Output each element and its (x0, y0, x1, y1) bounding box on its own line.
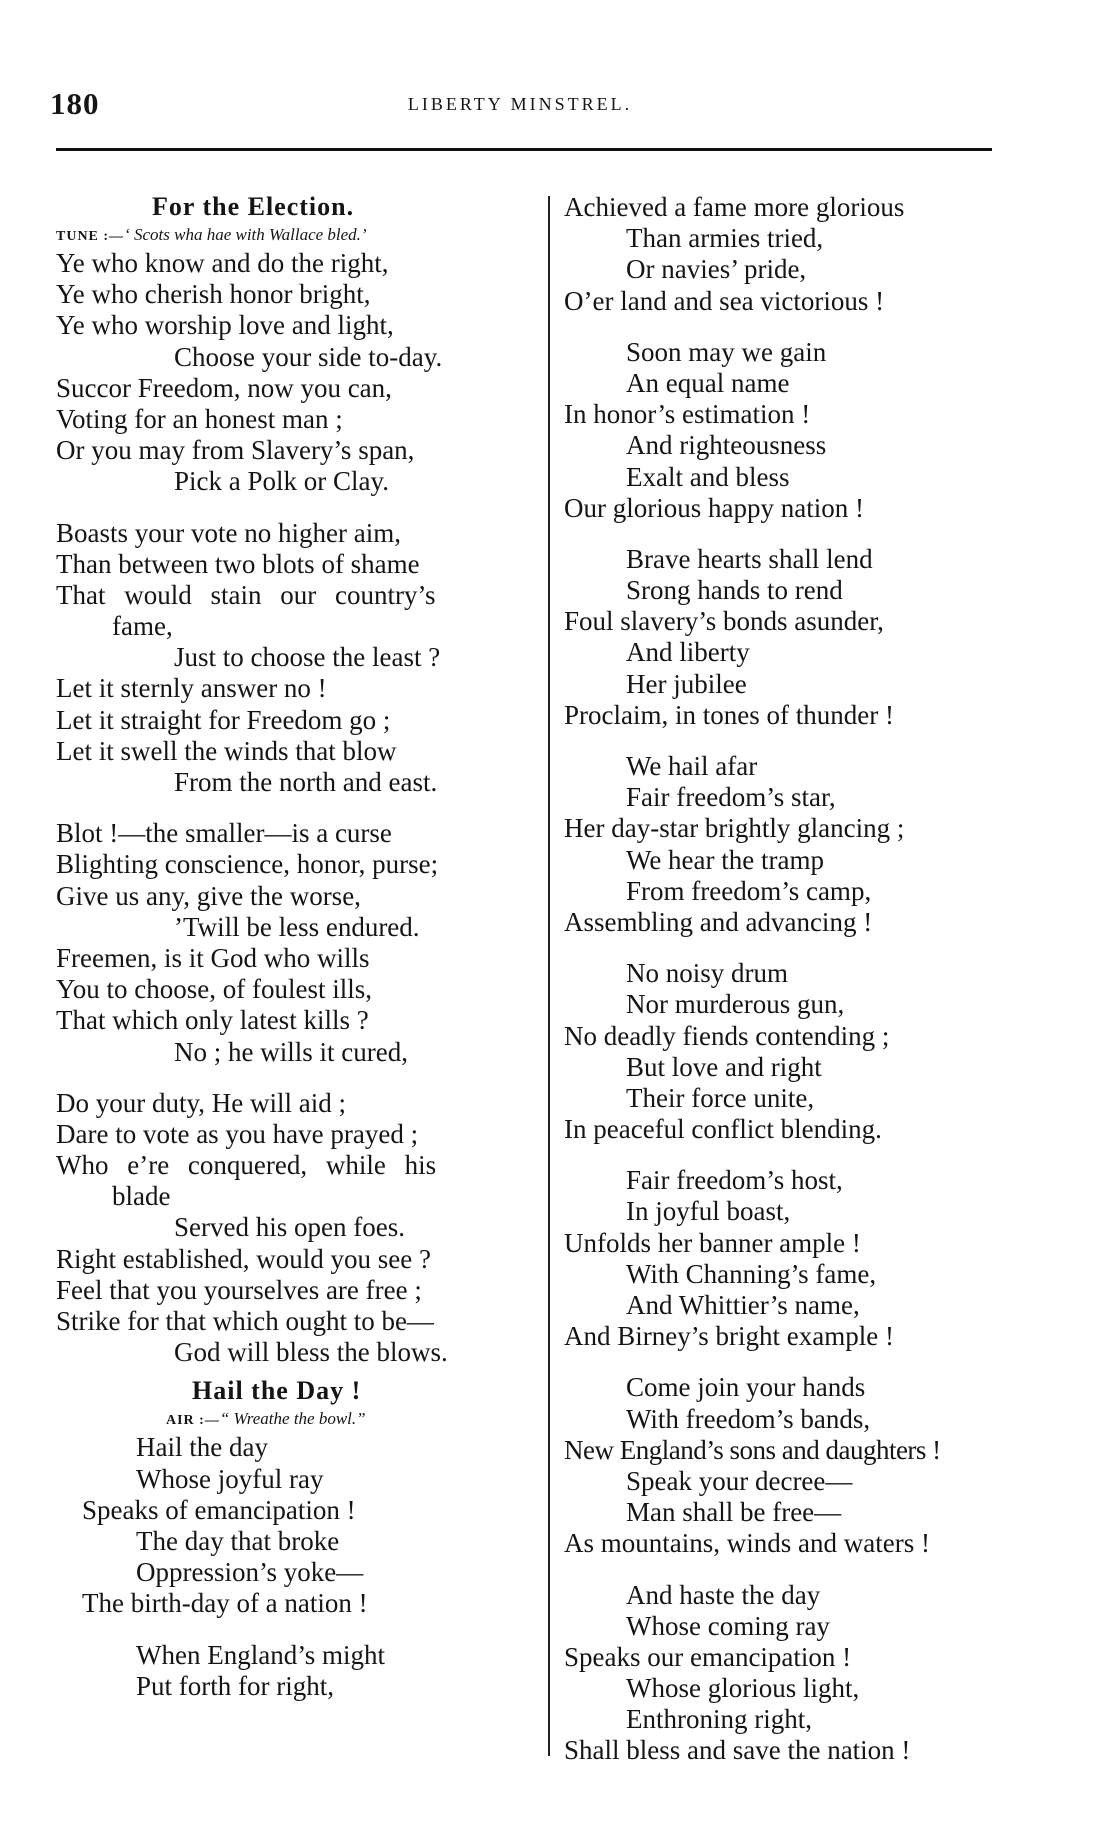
verse-line: No deadly fiends contending ; (564, 1020, 890, 1051)
verse-line: But love and right (626, 1051, 822, 1082)
verse-line: Than between two blots of shame (56, 548, 420, 579)
verse-line: With freedom’s bands, (626, 1403, 871, 1434)
header-rule (56, 148, 992, 151)
verse-line: Her jubilee (626, 668, 747, 699)
verse-line: And Birney’s bright example ! (564, 1321, 894, 1352)
verse-line: Oppression’s yoke— (136, 1557, 364, 1588)
verse-line: Proclaim, in tones of thunder ! (564, 699, 894, 730)
verse-line: Who e’re conquered, while his (56, 1150, 437, 1181)
verse-line: We hear the tramp (626, 844, 824, 875)
verse-line: Achieved a fame more glorious (564, 192, 905, 222)
tune-label: TUNE :— (56, 229, 125, 244)
verse-line: We hail afar (626, 751, 758, 781)
verse-line: You to choose, of foulest ills, (56, 974, 373, 1005)
running-title: LIBERTY MINSTREL. (407, 94, 633, 114)
verse-line: Foul slavery’s bonds asunder, (564, 606, 884, 637)
verse-line: Or you may from Slavery’s span, (56, 435, 415, 466)
verse-line: Speaks of emancipation ! (82, 1494, 356, 1525)
verse-line: In honor’s estimation ! (564, 399, 811, 430)
verse-line: Assembling and advancing ! (564, 906, 873, 937)
verse-line: Speak your decree— (626, 1465, 853, 1496)
verse-line: Voting for an honest man ; (56, 403, 343, 434)
verse-line: Ye who cherish honor bright, (56, 279, 371, 310)
verse-line: Fair freedom’s host, (626, 1165, 843, 1196)
verse-line: Do your duty, He will aid ; (56, 1087, 346, 1118)
verse-line: Served his open foes. (174, 1212, 405, 1243)
verse-line: Blighting conscience, honor, purse; (56, 849, 439, 880)
air-line (56, 1406, 556, 1432)
verse-line: Freemen, is it God who wills (56, 942, 370, 973)
poem-title-election: For the Election. (152, 192, 355, 221)
verse-line: Blot !—the smaller—is a curse (56, 818, 392, 849)
verse-line: Put forth for right, (136, 1670, 334, 1701)
verse-line: Or navies’ pride, (626, 254, 807, 285)
verse-line: O’er land and sea victorious ! (564, 285, 885, 316)
verse-line: Choose your side to-day. (174, 341, 443, 372)
verse-line: And haste the day (626, 1579, 821, 1610)
verse-line: Man shall be free— (626, 1497, 842, 1528)
verse-line: Give us any, give the worse, (56, 880, 361, 911)
verse-line: Fair freedom’s star, (626, 782, 836, 813)
verse-line: Strike for that which ought to be— (56, 1306, 434, 1336)
verse-line: Nor murderous gun, (626, 989, 845, 1020)
verse-line: Whose joyful ray (136, 1463, 324, 1494)
verse-line: The day that broke (136, 1525, 340, 1556)
verse-line: Brave hearts shall lend (626, 543, 873, 574)
page-number: 180 (50, 86, 100, 121)
verse-line: The birth-day of a nation ! (82, 1588, 368, 1619)
air-text: “ Wreathe the bowl.” (219, 1409, 366, 1429)
verse-line: Dare to vote as you have prayed ; (56, 1118, 419, 1149)
verse-line: Unfolds her banner ample ! (564, 1227, 861, 1258)
verse-line: fame, (112, 611, 173, 642)
verse-line: Come join your hands (626, 1372, 866, 1403)
verse-line: Feel that you yourselves are free ; (56, 1274, 422, 1305)
poem-title-hail: Hail the Day ! (192, 1376, 362, 1406)
verse-line: Than armies tried, (626, 223, 824, 254)
verse-line: Shall bless and save the nation ! (564, 1735, 911, 1766)
verse-line: That would stain our country’s (56, 579, 436, 610)
page-header (50, 86, 990, 126)
verse-line: Whose glorious light, (626, 1673, 860, 1704)
verse-line: From freedom’s camp, (626, 875, 872, 906)
verse-line: As mountains, winds and waters ! (564, 1528, 930, 1559)
verse-line: Ye who know and do the right, (56, 248, 389, 278)
verse-line: blade (112, 1181, 171, 1212)
verse-line: Srong hands to rend (626, 575, 843, 606)
tune-text: ‘ Scots wha hae with Wallace bled.’ (124, 225, 367, 244)
verse-line: Hail the day (136, 1432, 268, 1463)
verse-line: Pick a Polk or Clay. (174, 466, 389, 497)
verse-line: Just to choose the least ? (174, 642, 441, 673)
verse-line: And righteousness (626, 430, 827, 461)
verse-line: From the north and east. (174, 767, 438, 797)
verse-line: And liberty (626, 637, 750, 668)
verse-line: No ; he wills it cured, (174, 1036, 408, 1067)
verse-line: Our glorious happy nation ! (564, 492, 864, 523)
right-column (564, 192, 1064, 1767)
verse-line: Her day-star brightly glancing ; (564, 813, 905, 844)
verse-line: Let it sternly answer no ! (56, 673, 327, 704)
verse-line: Enthroning right, (626, 1704, 812, 1735)
left-column (56, 192, 556, 1702)
verse-line: With Channing’s fame, (626, 1258, 877, 1289)
verse-line: Their force unite, (626, 1082, 815, 1113)
verse-line: An equal name (626, 367, 790, 398)
verse-line: In peaceful conflict blending. (564, 1114, 882, 1145)
verse-line: Right established, would you see ? (56, 1243, 431, 1274)
verse-line: Succor Freedom, now you can, (56, 372, 392, 403)
verse-line: Let it straight for Freedom go ; (56, 704, 391, 735)
verse-line: Exalt and bless (626, 461, 790, 492)
air-label: AIR :— (166, 1413, 220, 1429)
verse-line: Soon may we gain (626, 336, 827, 367)
verse-line: Ye who worship love and light, (56, 310, 394, 341)
verse-line: Boasts your vote no higher aim, (56, 517, 401, 548)
verse-line: ’Twill be less endured. (174, 911, 420, 942)
verse-line: Speaks our emancipation ! (564, 1641, 852, 1672)
verse-line: No noisy drum (626, 958, 788, 989)
tune-line (56, 222, 556, 248)
verse-line: In joyful boast, (626, 1196, 791, 1227)
verse-line: That which only latest kills ? (56, 1005, 369, 1036)
verse-line: When England’s might (136, 1639, 385, 1670)
verse-line: Let it swell the winds that blow (56, 735, 397, 766)
verse-line: And Whittier’s name, (626, 1290, 860, 1320)
verse-line: New England’s sons and daughters ! (564, 1434, 941, 1465)
verse-line: Whose coming ray (626, 1610, 830, 1641)
verse-line: God will bless the blows. (174, 1337, 448, 1368)
